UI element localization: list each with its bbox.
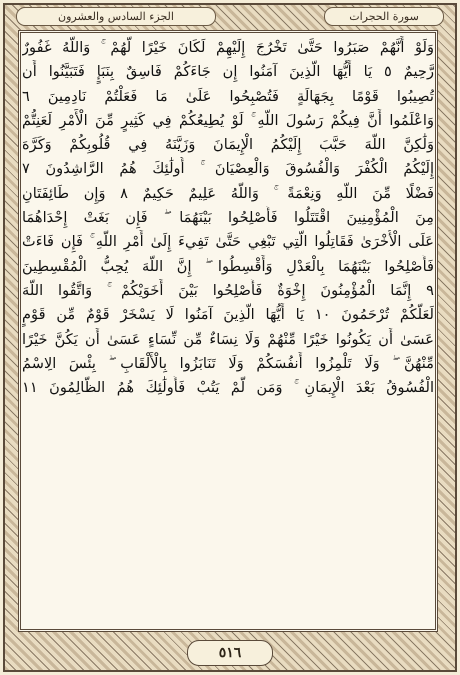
text-line: الْفُسُوقُ بَعْدَ الْإِيمَانِ ۚ وَمَن لَّمْ يَتُبْ فَأُولَٰئِكَ هُمُ الظَّالِمُونَ ١١ xyxy=(22,379,434,397)
page-number: ٥١٦ xyxy=(187,640,273,666)
text-line: فَضْلًا مِّنَ اللَّهِ وَنِعْمَةً ۚ وَاللَّهُ عَلِيمٌ حَكِيمٌ ٨ وَإِن طَائِفَتَانِ xyxy=(22,184,434,202)
surah-label: سورة الحجرات xyxy=(324,7,444,26)
text-line: وَلَٰكِنَّ اللَّهَ حَبَّبَ إِلَيْكُمُ الْإِيمَانَ وَزَيَّنَهُ فِي قُلُوبِكُمْ وَكَرَّهَ xyxy=(22,136,434,154)
juz-label: الجزء السادس والعشرون xyxy=(16,7,216,26)
text-line: تُصِيبُوا قَوْمًا بِجَهَالَةٍ فَتُصْبِحُوا عَلَىٰ مَا فَعَلْتُمْ نَادِمِينَ ٦ xyxy=(22,87,434,105)
text-line: إِلَيْكُمُ الْكُفْرَ وَالْفُسُوقَ وَالْعِصْيَانَ ۚ أُولَٰئِكَ هُمُ الرَّاشِدُونَ ٧ xyxy=(22,160,434,178)
text-line: مِّنْهُنَّ ۖ وَلَا تَلْمِزُوا أَنفُسَكُمْ وَلَا تَنَابَزُوا بِالْأَلْقَابِ ۖ بِئْسَ الِاسْمُ xyxy=(22,354,434,372)
quran-text xyxy=(22,36,434,626)
text-line: مِنَ الْمُؤْمِنِينَ اقْتَتَلُوا فَأَصْلِحُوا بَيْنَهُمَا ۖ فَإِن بَغَتْ إِحْدَاهُمَا xyxy=(22,209,434,227)
text-line: لَعَلَّكُمْ تُرْحَمُونَ ١٠ يَا أَيُّهَا الَّذِينَ آمَنُوا لَا يَسْخَرْ قَوْمٌ مِّن قَوْمٍ xyxy=(22,306,434,324)
text-line: وَاعْلَمُوا أَنَّ فِيكُمْ رَسُولَ اللَّهِ ۚ لَوْ يُطِيعُكُمْ فِي كَثِيرٍ مِّنَ الْأَمْرِ لَعَنِتُّمْ xyxy=(22,111,434,129)
text-line: عَسَىٰ أَن يَكُونُوا خَيْرًا مِّنْهُمْ وَلَا نِسَاءٌ مِّن نِّسَاءٍ عَسَىٰ أَن يَكُنَّ خَيْرًا xyxy=(22,330,434,348)
text-line: وَلَوْ أَنَّهُمْ صَبَرُوا حَتَّىٰ تَخْرُجَ إِلَيْهِمْ لَكَانَ خَيْرًا لَّهُمْ ۚ وَاللَّهُ غَفُورٌ xyxy=(22,39,434,56)
text-line: رَّحِيمٌ ٥ يَا أَيُّهَا الَّذِينَ آمَنُوا إِن جَاءَكُمْ فَاسِقٌ بِنَبَإٍ فَتَبَيَّنُوا أَن xyxy=(22,63,434,81)
page-header xyxy=(16,5,444,29)
text-line: فَأَصْلِحُوا بَيْنَهُمَا بِالْعَدْلِ وَأَقْسِطُوا ۖ إِنَّ اللَّهَ يُحِبُّ الْمُقْسِطِينَ xyxy=(22,257,434,275)
text-line: عَلَى الْأُخْرَىٰ فَقَاتِلُوا الَّتِي تَبْغِي حَتَّىٰ تَفِيءَ إِلَىٰ أَمْرِ اللَّهِ ۚ فَإِن فَاءَتْ xyxy=(22,233,434,251)
text-line: ٩ إِنَّمَا الْمُؤْمِنُونَ إِخْوَةٌ فَأَصْلِحُوا بَيْنَ أَخَوَيْكُمْ ۚ وَاتَّقُوا اللَّهَ xyxy=(22,281,434,299)
